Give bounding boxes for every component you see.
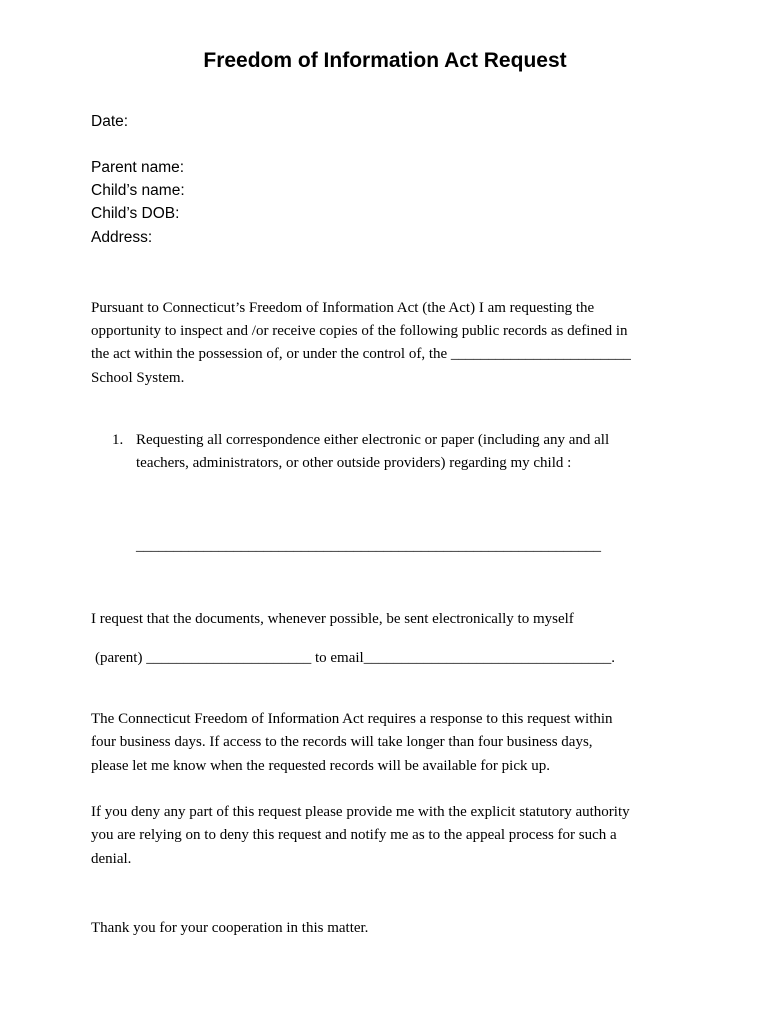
document-title: Freedom of Information Act Request <box>203 49 567 72</box>
list-item-number: 1. <box>112 432 124 448</box>
deny-paragraph-line: If you deny any part of this request please provide me with the explicit statutory authority <box>91 804 630 820</box>
list-item-line: Requesting all correspondence either electronic or paper (including any and all <box>136 432 610 448</box>
request-electronic-line: I request that the documents, whenever possible, be sent electronically to myself <box>91 611 574 627</box>
date-label: Date: <box>91 113 129 130</box>
child-dob-label: Child’s DOB: <box>91 205 180 222</box>
pursuant-paragraph-line: School System. <box>91 370 185 386</box>
address-label: Address: <box>91 229 153 246</box>
parent-email-line: (parent) ______________________ to email_________________________________. <box>95 650 615 666</box>
list-item-line: teachers, administrators, or other outside providers) regarding my child : <box>136 455 572 471</box>
deny-paragraph-line: you are relying on to deny this request and notify me as to the appeal process for such a <box>91 827 617 843</box>
pursuant-paragraph-line: Pursuant to Connecticut’s Freedom of Information Act (the Act) I am requesting the <box>91 300 595 316</box>
deny-paragraph-line: denial. <box>91 851 132 867</box>
pursuant-paragraph-line: opportunity to inspect and /or receive copies of the following public records as defined in <box>91 323 628 339</box>
parent-name-label: Parent name: <box>91 159 185 176</box>
closing-line: Thank you for your cooperation in this matter. <box>91 920 369 936</box>
response-paragraph-line: please let me know when the requested records will be available for pick up. <box>91 758 551 774</box>
pursuant-paragraph-line: the act within the possession of, or under the control of, the ________________________ <box>91 346 631 362</box>
response-paragraph-line: four business days. If access to the records will take longer than four business days, <box>91 734 593 750</box>
response-paragraph-line: The Connecticut Freedom of Information Act requires a response to this request within <box>91 711 613 727</box>
child-blank-line: ______________________________________________________________ <box>136 538 601 554</box>
child-name-label: Child’s name: <box>91 182 185 199</box>
